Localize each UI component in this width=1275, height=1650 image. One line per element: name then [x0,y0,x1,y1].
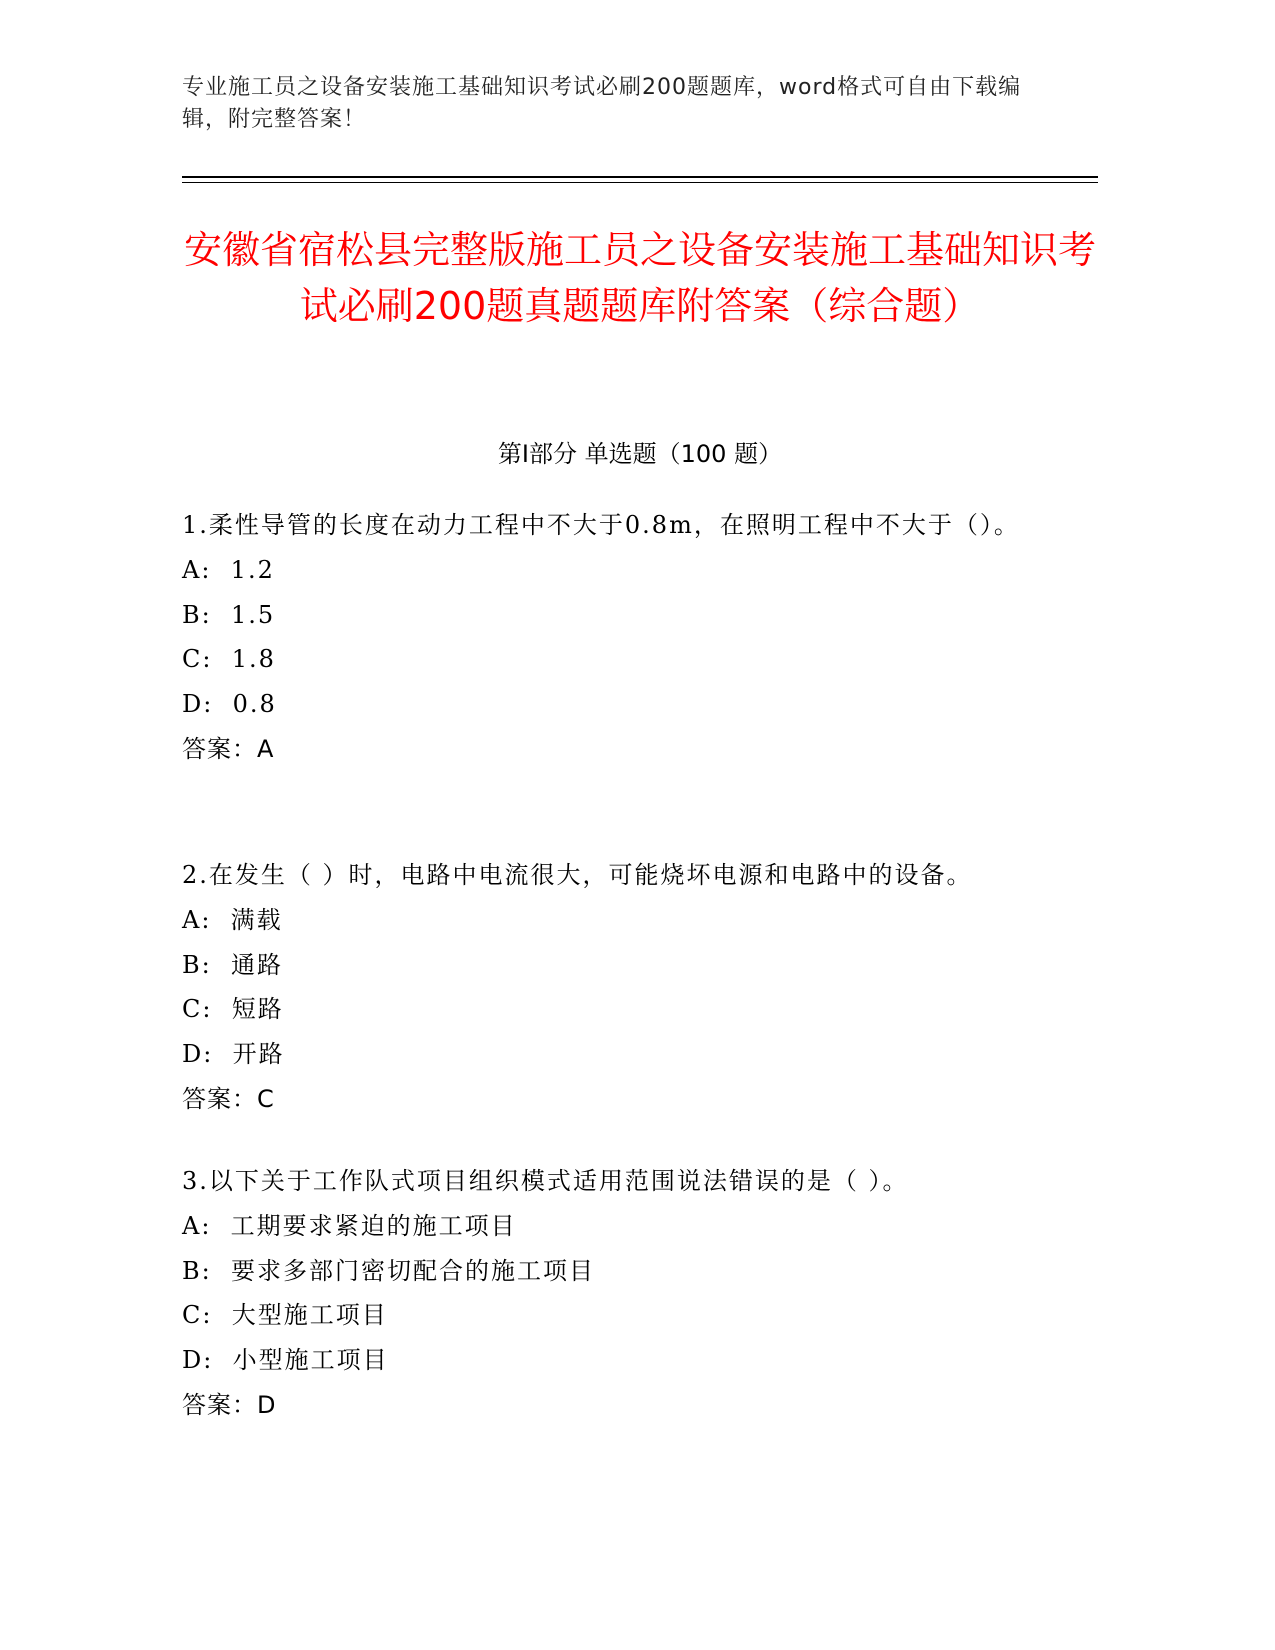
question-stem: 3.以下关于工作队式项目组织模式适用范围说法错误的是（ ）。 [182,1167,909,1195]
option-c: C: 1.8 [182,645,276,673]
option-d: D: 0.8 [182,689,277,718]
section-title: 第Ⅰ部分 单选题（100 题） [497,440,783,468]
option-d: D: 小型施工项目 [182,1345,389,1374]
option-a: A: 1.2 [182,556,275,584]
header-rule-thin [182,182,1098,183]
option-a: A: 工期要求紧迫的施工项目 [182,1212,517,1240]
option-a: A: 满载 [182,906,283,934]
option-b: B: 1.5 [182,600,276,629]
option-c: C: 大型施工项目 [182,1301,388,1329]
question-stem: 1.柔性导管的长度在动力工程中不大于0.8m，在照明工程中不大于（）。 [182,511,1020,539]
header-note: 专业施工员之设备安装施工基础知识考试必刷200题题库，word格式可自由下载编辑，附完整答案！ [182,75,1022,132]
question-1 [182,502,1062,772]
question-3 [182,1158,1062,1428]
option-b: B: 要求多部门密切配合的施工项目 [182,1256,595,1285]
question-2 [182,852,1062,1122]
answer: 答案：C [182,1085,275,1113]
option-b: B: 通路 [182,950,283,979]
header-rule-thick [182,176,1098,178]
option-d: D: 开路 [182,1039,285,1068]
question-stem: 2.在发生（ ）时，电路中电流很大，可能烧坏电源和电路中的设备。 [182,861,973,889]
option-c: C: 短路 [182,995,284,1023]
answer: 答案：D [182,1391,277,1419]
answer: 答案：A [182,735,275,763]
document-title: 安徽省宿松县完整版施工员之设备安装施工基础知识考试必刷200题真题题库附答案（综合题） [183,228,1096,328]
